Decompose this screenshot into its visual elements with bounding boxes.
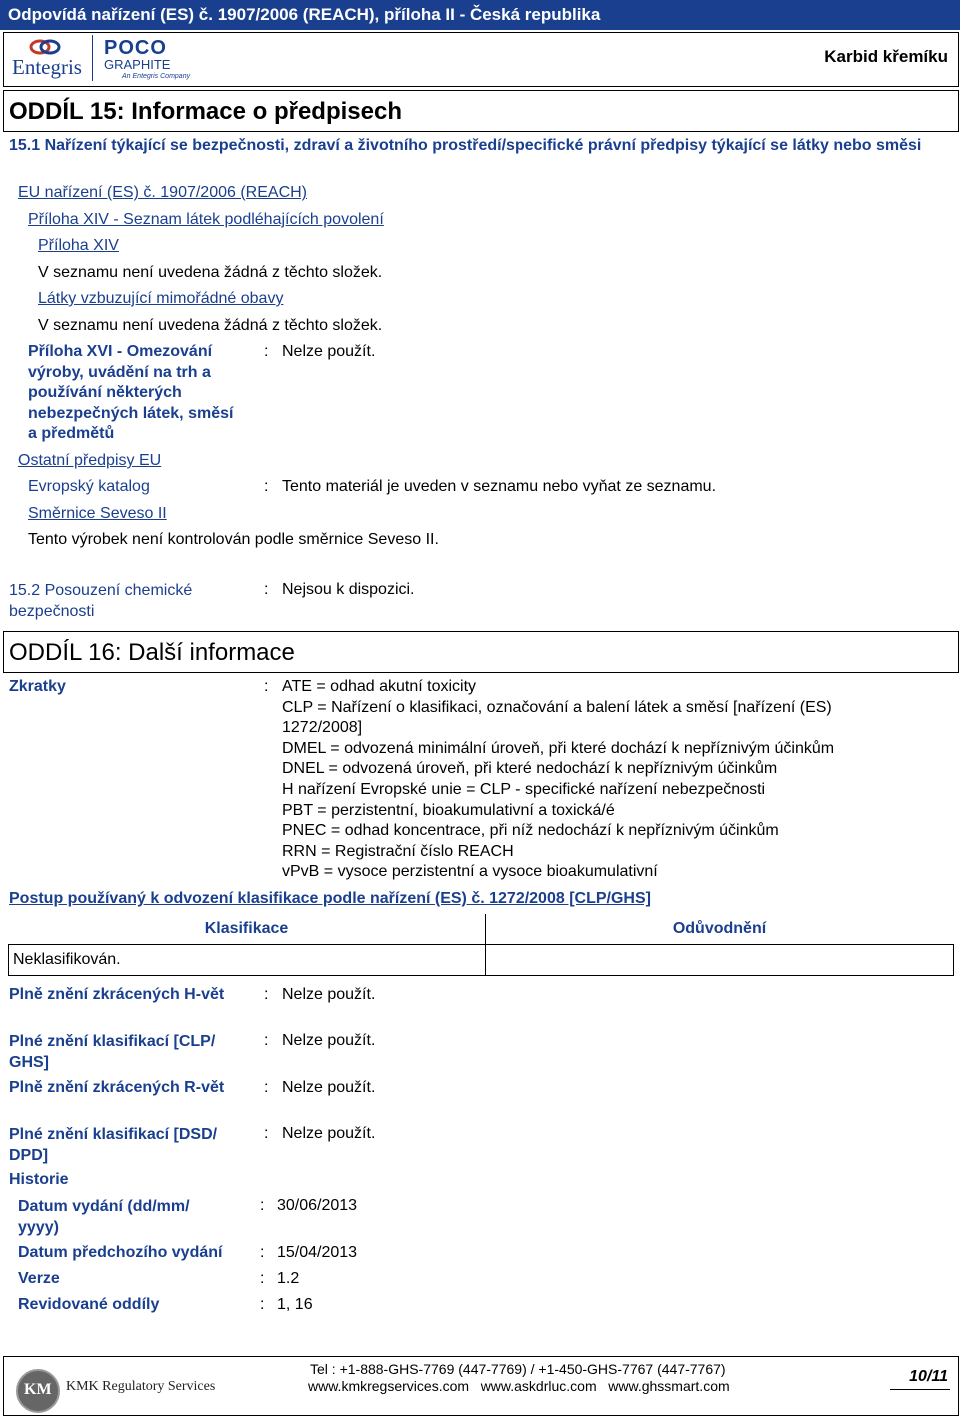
footer-phone: Tel : +1-888-GHS-7769 (447-7769) / +1-450-GHS-7767 (447-7767) xyxy=(310,1361,726,1377)
banner-text: Odpovídá nařízení (ES) č. 1907/2006 (REACH), příloha II - Česká republika xyxy=(8,5,601,24)
sub2-colon: : xyxy=(264,581,269,598)
h-phrases-colon: : xyxy=(264,986,269,1003)
poco-logo-text: POCO xyxy=(104,37,167,59)
abbreviations-list xyxy=(282,677,902,883)
annex17-colon: : xyxy=(264,343,269,360)
column-header-classification: Klasifikace xyxy=(9,914,486,945)
cell-classification: Neklasifikován. xyxy=(9,945,486,976)
abbreviations-label: Zkratky xyxy=(9,678,66,695)
previous-date-label: Datum předchozího vydání xyxy=(18,1244,223,1261)
issue-date-value: 30/06/2013 xyxy=(277,1197,358,1214)
section15-title: ODDÍL 15: Informace o předpisech xyxy=(9,98,402,125)
sub2-value: Nejsou k dispozici. xyxy=(282,581,415,598)
eu-catalog-label: Evropský katalog xyxy=(28,478,150,495)
seveso-heading: Směrnice Seveso II xyxy=(28,505,167,522)
history-heading: Historie xyxy=(9,1171,69,1188)
cell-justification xyxy=(485,945,954,976)
poco-logo-tag: An Entegris Company xyxy=(122,73,191,80)
seveso-value: Tento výrobek není kontrolován podle směrnice Seveso II. xyxy=(28,531,439,548)
version-colon: : xyxy=(260,1270,265,1287)
dsd-class-colon: : xyxy=(264,1125,269,1142)
annex14-value: V seznamu není uvedena žádná z těchto složek. xyxy=(38,264,383,281)
abbr-item: ATE = odhad akutní toxicity xyxy=(282,678,477,695)
version-value: 1.2 xyxy=(277,1270,300,1287)
section16-header xyxy=(3,631,959,673)
subsection-15-1: 15.1 Nařízení týkající se bezpečnosti, zdraví a životního prostředí/specifické právní předpisy týkající se látky nebo směsi xyxy=(9,137,922,154)
revised-sections-value: 1, 16 xyxy=(277,1296,313,1313)
clp-class-value: Nelze použít. xyxy=(282,1032,376,1049)
svhc-value: V seznamu není uvedena žádná z těchto složek. xyxy=(38,317,383,334)
entegris-logo xyxy=(12,37,80,81)
r-phrases-label: Plně znění zkrácených R-vět xyxy=(9,1079,225,1096)
classification-table xyxy=(8,914,954,976)
abbr-item: PBT = perzistentní, bioakumulativní a toxická/é xyxy=(282,801,615,819)
product-name: Karbid křemíku xyxy=(824,47,948,66)
version-label: Verze xyxy=(18,1270,60,1287)
eu-catalog-value: Tento materiál je uveden v seznamu nebo vyňat ze seznamu. xyxy=(282,478,717,495)
r-phrases-colon: : xyxy=(264,1079,269,1096)
issue-date-colon: : xyxy=(260,1197,265,1214)
revised-sections-label: Revidované oddíly xyxy=(18,1296,160,1313)
annex17-label: Příloha XVI - Omezování výroby, uvádění na trh a používání některých nebezpečných látek, směsí a předmětů xyxy=(28,343,234,442)
document-banner xyxy=(0,0,960,30)
previous-date-value: 15/04/2013 xyxy=(277,1244,358,1261)
entegris-logo-text: Entegris xyxy=(12,55,82,79)
previous-date-colon: : xyxy=(260,1244,265,1261)
page-number: 10/11 xyxy=(909,1368,948,1385)
section16-title: ODDÍL 16: Další informace xyxy=(9,639,295,666)
procedure-heading: Postup používaný k odvození klasifikace podle nařízení (ES) č. 1272/2008 [CLP/GHS] xyxy=(9,890,651,907)
table-header-row xyxy=(9,914,954,945)
other-eu-heading: Ostatní předpisy EU xyxy=(18,452,162,469)
clp-class-colon: : xyxy=(264,1032,269,1049)
abbr-item: H nařízení Evropské unie = CLP - specifické nařízení nebezpečnosti xyxy=(282,780,766,798)
revised-sections-colon: : xyxy=(260,1296,265,1313)
r-phrases-value: Nelze použít. xyxy=(282,1079,376,1096)
kmk-logo-icon: KM xyxy=(16,1369,60,1413)
dsd-class-value: Nelze použít. xyxy=(282,1125,376,1142)
column-header-justification: Odůvodnění xyxy=(485,914,954,945)
annex14-heading: Příloha XIV - Seznam látek podléhajících povolení xyxy=(28,211,384,228)
table-row xyxy=(9,945,954,976)
footer-websites: www.kmkregservices.com www.askdrluc.com www.ghssmart.com xyxy=(308,1378,730,1394)
eu-catalog-colon: : xyxy=(264,478,269,495)
kmk-logo-text: KMK Regulatory Services xyxy=(66,1379,216,1394)
abbr-item: CLP = Nařízení o klasifikaci, označování a balení látek a směsí [nařízení (ES) 1272/2008] xyxy=(282,698,832,737)
section15-header xyxy=(3,90,959,132)
page-footer xyxy=(3,1356,959,1416)
clp-class-label: Plné znění klasifikací [CLP/ GHS] xyxy=(9,1033,216,1071)
annex14-label: Příloha XIV xyxy=(38,237,119,254)
annex17-value: Nelze použít. xyxy=(282,343,376,360)
h-phrases-value: Nelze použít. xyxy=(282,986,376,1003)
abbr-item: vPvB = vysoce perzistentní a vysoce bioakumulativní xyxy=(282,863,658,881)
abbr-item: PNEC = odhad koncentrace, při níž nedochází k nepříznivým účinkům xyxy=(282,822,779,840)
poco-logo xyxy=(104,37,204,81)
abbr-item: RRN = Registrační číslo REACH xyxy=(282,842,514,860)
h-phrases-label: Plně znění zkrácených H-vět xyxy=(9,986,225,1003)
svhc-label: Látky vzbuzující mimořádné obavy xyxy=(38,290,284,307)
eu-reach-heading: EU nařízení (ES) č. 1907/2006 (REACH) xyxy=(18,184,308,201)
dsd-class-label: Plné znění klasifikací [DSD/ DPD] xyxy=(9,1126,218,1164)
subsection-15-2: 15.2 Posouzení chemické bezpečnosti xyxy=(9,582,193,620)
issue-date-label: Datum vydání (dd/mm/ yyyy) xyxy=(18,1198,190,1236)
poco-logo-sub: GRAPHITE xyxy=(104,57,171,72)
abbr-item: DMEL = odvozená minimální úroveň, při které dochází k nepříznivým účinkům xyxy=(282,739,835,757)
logo-header xyxy=(3,32,959,87)
abbreviations-colon: : xyxy=(264,678,269,695)
abbr-item: DNEL = odvozená úroveň, při které nedochází k nepříznivým účinkům xyxy=(282,760,778,778)
